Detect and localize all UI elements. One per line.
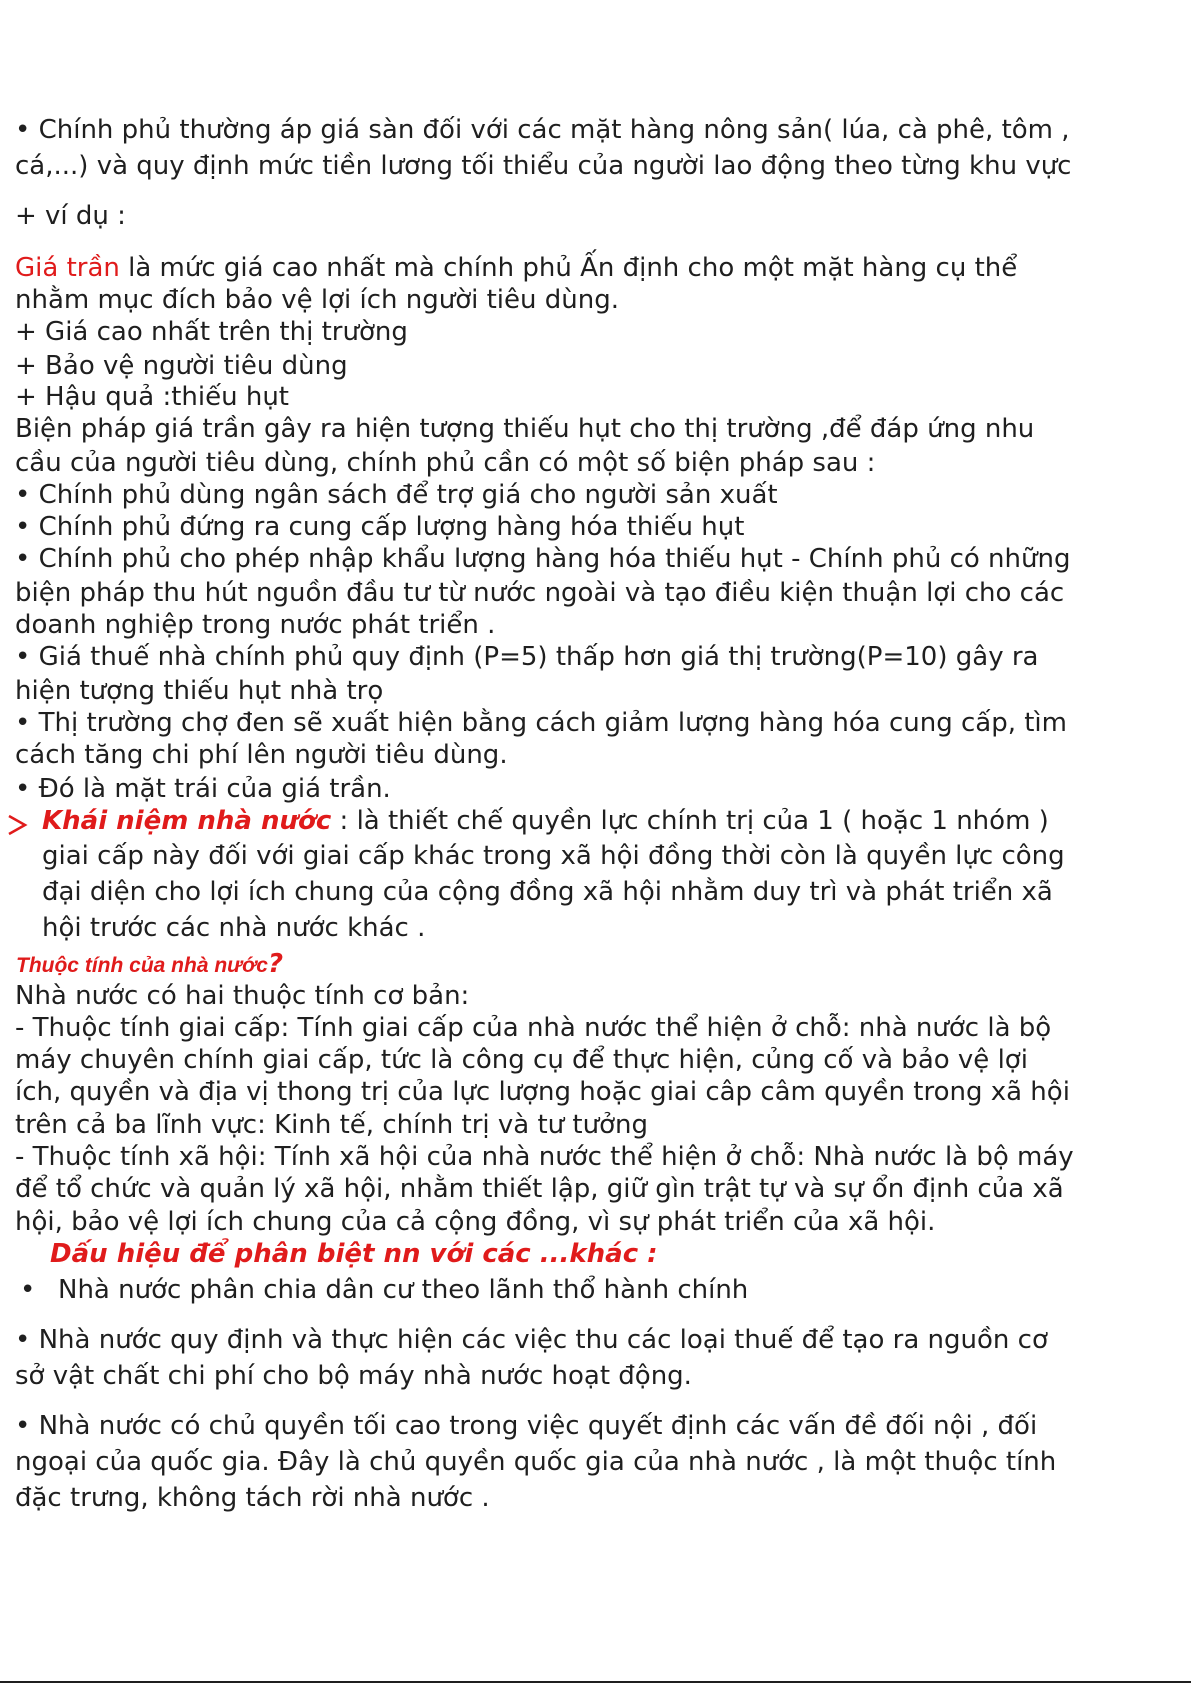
state-concept-line: [42, 805, 1049, 837]
text-span: là mức giá cao nhất mà chính phủ Ấn định cho một mặt hàng cụ thể: [119, 253, 1018, 283]
text-line: + Giá cao nhất trên thị trường: [15, 317, 408, 347]
text-line: nhằm mục đích bảo vệ lợi ích người tiêu dùng.: [15, 285, 619, 315]
text-line: - Thuộc tính xã hội: Tính xã hội của nhà nước thể hiện ở chỗ: Nhà nước là bộ máy: [15, 1142, 1074, 1172]
text-line: • Chính phủ thường áp giá sàn đối với các mặt hàng nông sản( lúa, cà phê, tôm ,: [15, 115, 1070, 145]
distinguishing-signs-heading: Dấu hiệu để phân biệt nn với các ...khác :: [50, 1239, 658, 1269]
text-line: biện pháp thu hút nguồn đầu tư từ nước ngoài và tạo điều kiện thuận lợi cho các: [15, 578, 1065, 608]
bullet-icon: •: [20, 1275, 36, 1305]
text-line: • Thị trường chợ đen sẽ xuất hiện bằng cách giảm lượng hàng hóa cung cấp, tìm: [15, 708, 1067, 738]
text-line: + ví dụ :: [15, 201, 126, 231]
text-line: Nhà nước phân chia dân cư theo lãnh thổ hành chính: [58, 1275, 749, 1305]
arrow-bullet-icon: [6, 813, 28, 837]
text-line: • Đó là mặt trái của giá trần.: [15, 774, 391, 804]
text-line: • Giá thuế nhà chính phủ quy định (P=5) thấp hơn giá thị trường(P=10) gây ra: [15, 642, 1039, 672]
text-line: cách tăng chi phí lên người tiêu dùng.: [15, 740, 508, 770]
text-line: cầu của người tiêu dùng, chính phủ cần có một số biện pháp sau :: [15, 448, 876, 478]
page-bottom-rule: [0, 1681, 1191, 1683]
text-line: • Nhà nước có chủ quyền tối cao trong việc quyết định các vấn đề đối nội , đối: [15, 1411, 1038, 1441]
text-line: ích, quyền và địa vị thong trị của lực lượng hoặc giai câp câm quyền trong xã hội: [15, 1077, 1070, 1107]
text-line: Biện pháp giá trần gây ra hiện tượng thiếu hụt cho thị trường ,để đáp ứng nhu: [15, 414, 1035, 444]
heading-text: Thuộc tính của nhà nước: [16, 954, 268, 977]
text-line: + Hậu quả :thiếu hụt: [15, 382, 290, 412]
text-line: • Chính phủ dùng ngân sách để trợ giá cho người sản xuất: [15, 480, 778, 510]
text-line: cá,...) và quy định mức tiền lương tối thiểu của người lao động theo từng khu vực: [15, 151, 1072, 181]
text-line: giai cấp này đối với giai cấp khác trong xã hội đồng thời còn là quyền lực công: [42, 841, 1065, 871]
price-ceiling-term: Giá trần: [15, 253, 120, 283]
state-attributes-heading: [16, 948, 283, 982]
state-concept-term: Khái niệm nhà nước: [42, 806, 332, 836]
text-line: Nhà nước có hai thuộc tính cơ bản:: [15, 981, 470, 1011]
text-line: hiện tượng thiếu hụt nhà trọ: [15, 676, 384, 706]
text-line: hội, bảo vệ lợi ích chung của cả cộng đồng, vì sự phát triển của xã hội.: [15, 1207, 936, 1237]
text-line: • Chính phủ đứng ra cung cấp lượng hàng hóa thiếu hụt: [15, 512, 745, 542]
text-line: máy chuyên chính giai cấp, tức là công cụ để thực hiện, củng cố và bảo vệ lợi: [15, 1045, 1028, 1075]
text-line: để tổ chức và quản lý xã hội, nhằm thiết lập, giữ gìn trật tự và sự ổn định của xã: [15, 1174, 1064, 1204]
text-line: đại diện cho lợi ích chung của cộng đồng xã hội nhằm duy trì và phát triển xã: [42, 877, 1053, 907]
question-mark: ?: [267, 949, 284, 979]
text-line: + Bảo vệ người tiêu dùng: [15, 351, 348, 381]
text-span: : là thiết chế quyền lực chính trị của 1 ( hoặc 1 nhóm ): [331, 806, 1049, 836]
text-line: - Thuộc tính giai cấp: Tính giai cấp của nhà nước thể hiện ở chỗ: nhà nước là bộ: [15, 1013, 1052, 1043]
text-line: đặc trưng, không tách rời nhà nước .: [15, 1483, 490, 1513]
text-line: doanh nghiệp trong nước phát triển .: [15, 610, 496, 640]
text-line: sở vật chất chi phí cho bộ máy nhà nước hoạt động.: [15, 1361, 692, 1391]
text-line: hội trước các nhà nước khác .: [42, 913, 426, 943]
text-line: • Nhà nước quy định và thực hiện các việc thu các loại thuế để tạo ra nguồn cơ: [15, 1325, 1048, 1355]
text-line: • Chính phủ cho phép nhập khẩu lượng hàng hóa thiếu hụt - Chính phủ có những: [15, 544, 1071, 574]
text-line: trên cả ba lĩnh vực: Kinh tế, chính trị và tư tưởng: [15, 1110, 648, 1140]
price-ceiling-definition: [15, 252, 1017, 284]
text-line: ngoại của quốc gia. Đây là chủ quyền quốc gia của nhà nước , là một thuộc tính: [15, 1447, 1057, 1477]
